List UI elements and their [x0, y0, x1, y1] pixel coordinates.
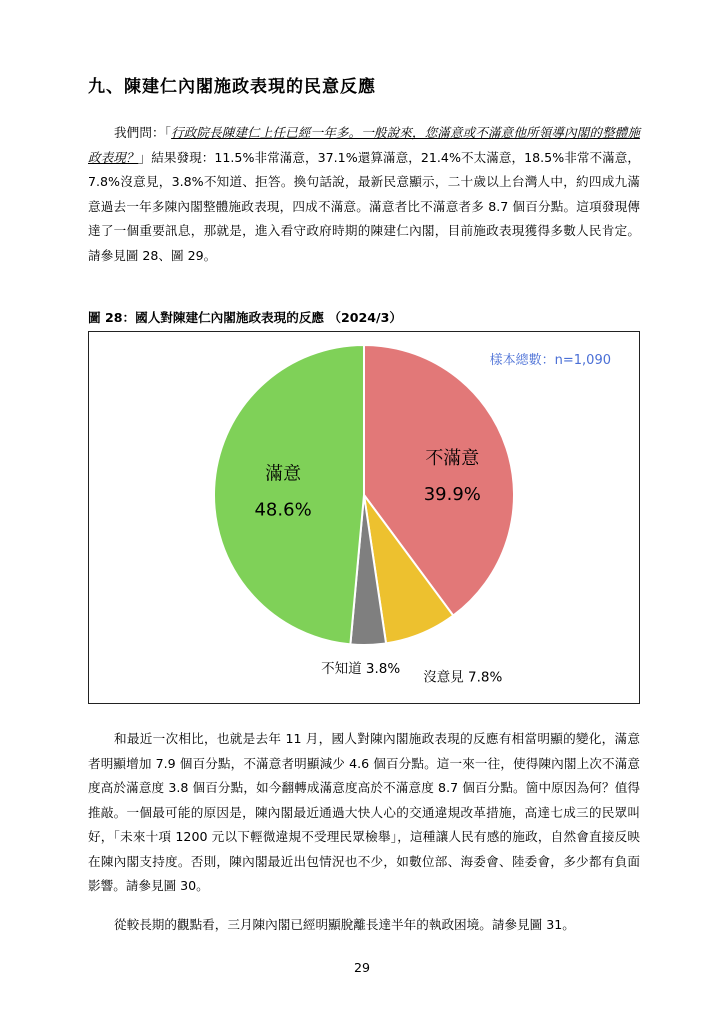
intro-close-quote: 」: [138, 149, 152, 165]
analysis-paragraph: 和最近一次相比，也就是去年 11 月，國人對陳內閣施政表現的反應有相當明顯的變化，滿意者明顯增加 7.9 個百分點，不滿意者明顯減少 4.6 個百分點。這一來一往，使得陳內閣上次不滿意度高於滿意度 3.8 個百分點，如今翻轉成滿意度高於不滿意度 8.7 個百分點。箇中原因為何？值得推敲。一個最可能的原因是，陳內閣最近通過大快人心的交通違規改革措施，高達七成三的民眾叫好，「未來十項 1200 元以下輕微違規不受理民眾檢舉」，這種讓人民有感的施政，自然會直接反映在陳內閣支持度。否則，陳內閣最近出包情況也不少，如數位部、海委會、陸委會，多少都有負面影響。請參見圖 30。: [88, 731, 640, 893]
pie-slice-3: [214, 345, 364, 644]
conclusion-paragraph: 從較長期的觀點看，三月陳內閣已經明顯脫離長達半年的執政困境。請參見圖 31。: [114, 917, 575, 932]
slice-label-dont-know: 不知道 3.8%: [321, 660, 401, 677]
intro-lead: 我們問：「: [114, 125, 172, 140]
slice-label-dissatisfied: 不滿意: [425, 447, 480, 469]
intro-paragraph: [88, 121, 640, 268]
figure-caption: 圖 28：國人對陳建仁內閣施政表現的反應 （2024/3）: [88, 310, 402, 325]
slice-value-satisfied: 48.6%: [254, 499, 312, 521]
survey-question: 行政院長陳建仁上任已經一年多。一般說來，您滿意或不滿意他所領導內閣的整體施政表現？: [88, 125, 641, 165]
slice-label-satisfied: 滿意: [265, 463, 302, 485]
pie-chart: [89, 332, 639, 703]
page-number: 29: [353, 960, 371, 975]
slice-label-no-opinion: 沒意見 7.8%: [423, 669, 503, 686]
sample-size-note: 樣本總數：n=1,090: [489, 353, 611, 368]
slice-value-dissatisfied: 39.9%: [423, 483, 481, 505]
pie-chart-frame: [88, 331, 640, 704]
intro-findings: 結果發現：11.5%非常滿意，37.1%還算滿意，21.4%不太滿意，18.5%非常不滿意，7.8%沒意見，3.8%不知道、拒答。換句話說，最新民意顯示，二十歲以上台灣人中，約四成九滿意過去一年多陳內閣整體施政表現，四成不滿意。滿意者比不滿意者多 8.7 個百分點。這項發現傳達了一個重要訊息，那就是，進入看守政府時期的陳建仁內閣，目前施政表現獲得多數人民肯定。請參見圖 28、圖 29。: [88, 149, 641, 263]
section-title: 九、陳建仁內閣施政表現的民意反應: [88, 77, 376, 97]
